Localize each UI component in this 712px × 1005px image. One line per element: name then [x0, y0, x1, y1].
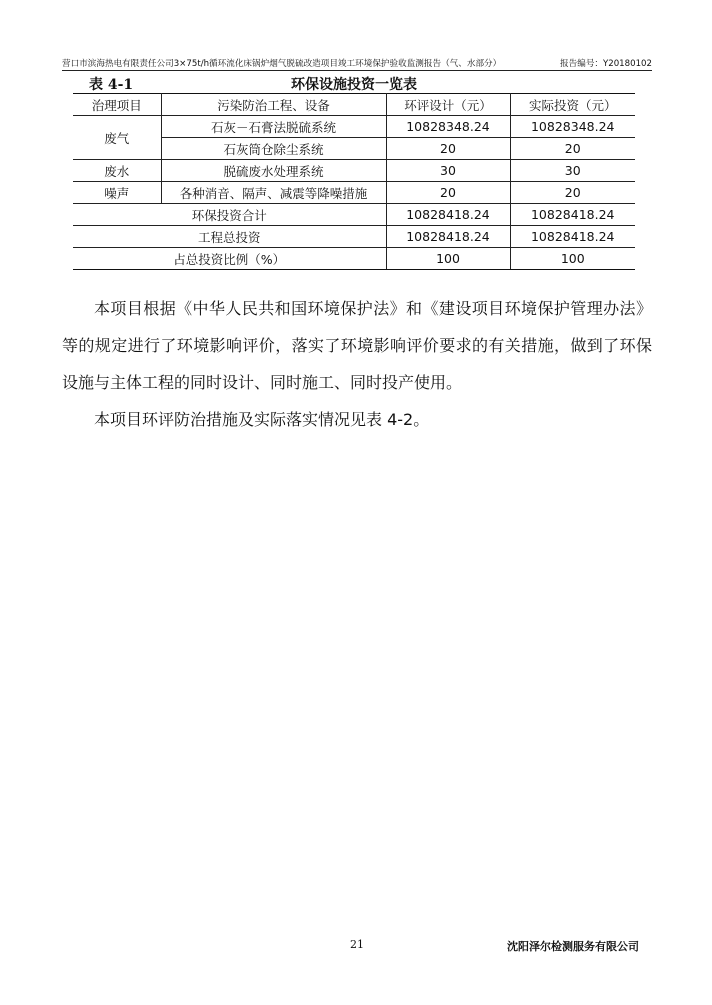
- company-name: 沈阳泽尔检测服务有限公司: [507, 940, 639, 953]
- item-cell: 各种消音、隔声、减震等降噪措施: [161, 182, 386, 204]
- body-text: [62, 290, 652, 438]
- design-cell: 100: [386, 248, 510, 270]
- paragraph: 本项目环评防治措施及实际落实情况见表 4-2。: [94, 410, 430, 429]
- item-cell: 脱硫废水处理系统: [161, 160, 386, 182]
- design-cell: 10828418.24: [386, 204, 510, 226]
- table-row: [73, 160, 635, 182]
- summary-label: 占总投资比例（%）: [73, 248, 386, 270]
- column-header: 实际投资（元）: [510, 94, 635, 116]
- category-cell: 废气: [73, 116, 161, 160]
- item-cell: 石灰－石膏法脱硫系统: [161, 116, 386, 138]
- actual-cell: 20: [510, 138, 635, 160]
- column-header: 污染防治工程、设备: [161, 94, 386, 116]
- summary-label: 环保投资合计: [73, 204, 386, 226]
- summary-row: [73, 204, 635, 226]
- paragraph: 本项目根据《中华人民共和国环境保护法》和《建设项目环境保护管理办法》等的规定进行了环境影响评价，落实了环境影响评价要求的有关措施，做到了环保设施与主体工程的同时设计、同时施工、同时投产使用。: [62, 299, 652, 392]
- category-cell: 废水: [73, 160, 161, 182]
- summary-label: 工程总投资: [73, 226, 386, 248]
- actual-cell: 30: [510, 160, 635, 182]
- actual-cell: 20: [510, 182, 635, 204]
- item-cell: 石灰筒仓除尘系统: [161, 138, 386, 160]
- table-caption: [73, 72, 635, 92]
- actual-cell: 100: [510, 248, 635, 270]
- table-row: [73, 116, 635, 138]
- actual-cell: 10828348.24: [510, 116, 635, 138]
- column-header: 治理项目: [73, 94, 161, 116]
- column-header: 环评设计（元）: [386, 94, 510, 116]
- design-cell: 20: [386, 182, 510, 204]
- header-report-number: 报告编号：Y20180102: [560, 59, 652, 69]
- actual-cell: 10828418.24: [510, 204, 635, 226]
- summary-row: [73, 226, 635, 248]
- design-cell: 20: [386, 138, 510, 160]
- table-header-row: [73, 94, 635, 116]
- page-footer: [62, 938, 652, 954]
- design-cell: 10828348.24: [386, 116, 510, 138]
- design-cell: 10828418.24: [386, 226, 510, 248]
- page-number: 21: [350, 938, 364, 951]
- page-header: [62, 57, 652, 71]
- header-report-title: 营口市滨海热电有限责任公司3×75t/h循环流化床锅炉烟气脱硫改造项目竣工环境保护验收监测报告（气、水部分）: [62, 59, 502, 69]
- table-row: [73, 182, 635, 204]
- category-cell: 噪声: [73, 182, 161, 204]
- actual-cell: 10828418.24: [510, 226, 635, 248]
- header-divider: [62, 70, 652, 71]
- summary-row: [73, 248, 635, 270]
- table-number: 表 4-1: [89, 77, 134, 93]
- investment-table: [73, 93, 635, 270]
- design-cell: 30: [386, 160, 510, 182]
- table-title: 环保设施投资一览表: [291, 77, 417, 93]
